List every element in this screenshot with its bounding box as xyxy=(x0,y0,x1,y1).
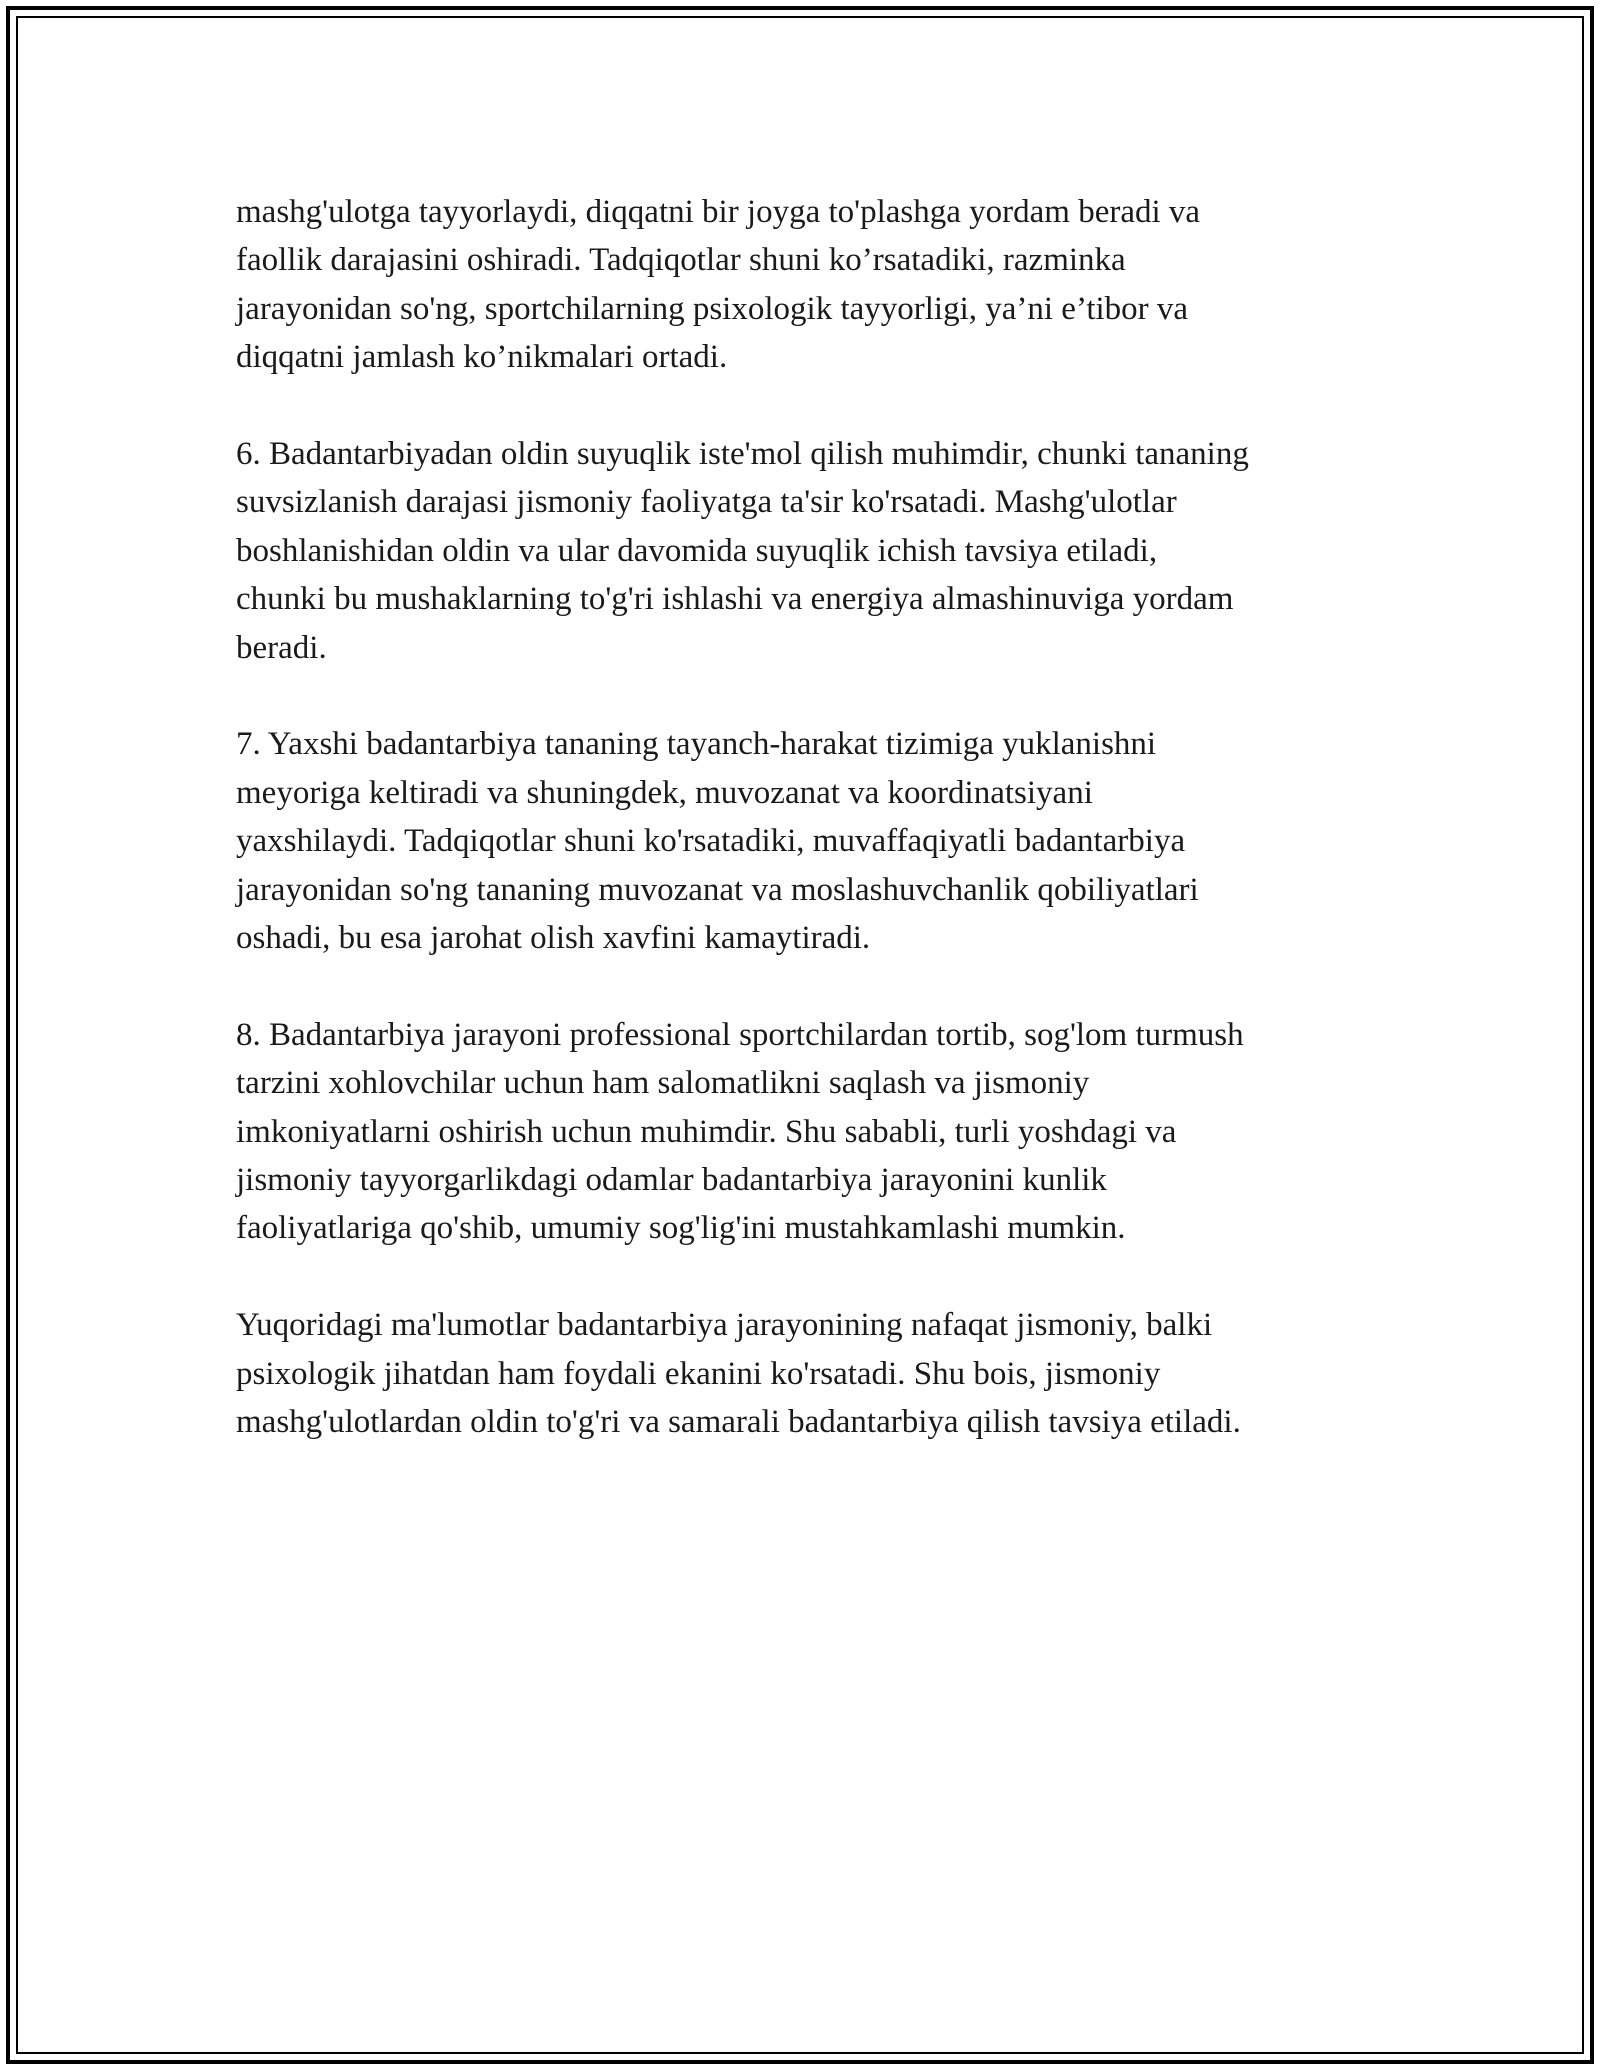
paragraph-conclusion: Yuqoridagi ma'lumotlar badantarbiya jarayonining nafaqat jismoniy, balki psixologik jihatdan ham foydali ekanini ko'rsatadi. Shu bois, jismoniy mashg'ulotlardan oldin to'g'ri va samarali badantarbiya qilish tavsiya etiladi. xyxy=(236,1307,1241,1441)
paragraph-item-7: 7. Yaxshi badantarbiya tananing tayanch-harakat tizimiga yuklanishni meyoriga keltiradi va shuningdek, muvozanat va koordinatsiyani yaxshilaydi. Tadqiqotlar shuni ko'rsatadiki, muvaffaqiyatli badantarbiya jarayonidan so'ng tananing muvozanat va moslashuvchanlik qobiliyatlari oshadi, bu esa jarohat olish xavfini kamaytiradi. xyxy=(236,726,1199,957)
document-body xyxy=(236,188,1396,1447)
paragraph-item-8: 8. Badantarbiya jarayoni professional sportchilardan tortib, sog'lom turmush tarzini xohlovchilar uchun ham salomatlikni saqlash va jismoniy imkoniyatlarni oshirish uchun muhimdir. Shu sababli, turli yoshdagi va jismoniy tayyorgarlikdagi odamlar badantarbiya jarayonini kunlik faoliyatlariga qo'shib, umumiy sog'lig'ini mustahkamlashi mumkin. xyxy=(236,1016,1244,1247)
paragraph-continuation: mashg'ulotga tayyorlaydi, diqqatni bir joyga to'plashga yordam beradi va faollik darajasini oshiradi. Tadqiqotlar shuni ko’rsatadiki, razminka jarayonidan so'ng, sportchilarning psixologik tayyorligi, ya’ni e’tibor va diqqatni jamlash ko’nikmalari ortadi. xyxy=(236,194,1201,376)
paragraph-item-6: 6. Badantarbiyadan oldin suyuqlik iste'mol qilish muhimdir, chunki tananing suvsizlanish darajasi jismoniy faoliyatga ta'sir ko'rsatadi. Mashg'ulotlar boshlanishidan oldin va ular davomida suyuqlik ichish tavsiya etiladi, chunki bu mushaklarning to'g'ri ishlashi va energiya almashinuviga yordam beradi. xyxy=(236,436,1249,666)
